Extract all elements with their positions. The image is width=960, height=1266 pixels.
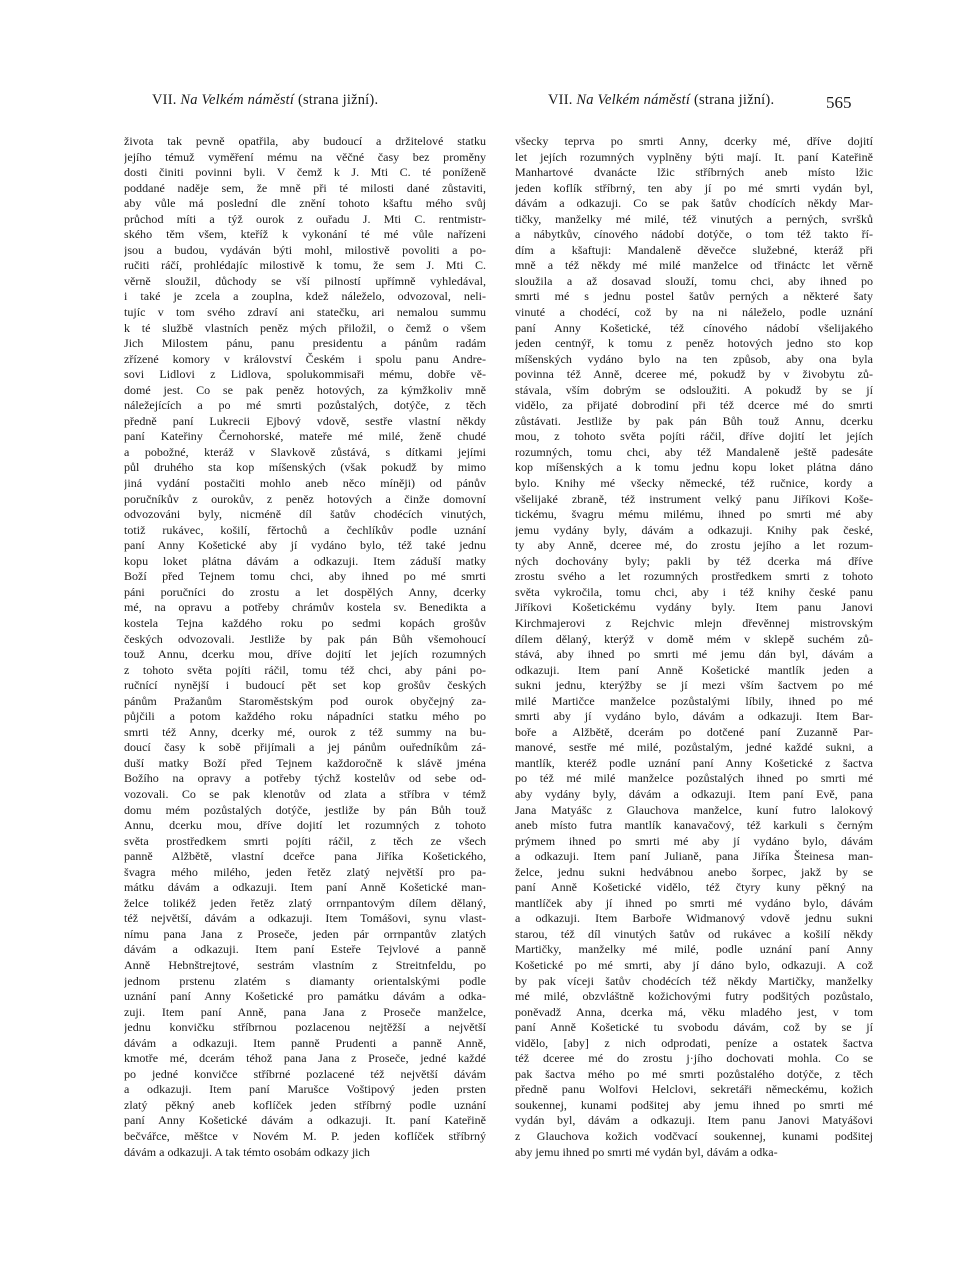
text-line: milé Martičce manželce pozůstalými líbily, ihned po mé	[515, 693, 873, 708]
text-line: vozovali. Co se pak klenotův od zlata a stříbra v témž	[124, 786, 486, 801]
text-line: mátku dávám a odkazuji. Item paní Anně Košetické man-	[124, 880, 486, 895]
text-line: Anně Hebnštrejtové, sestrám vlastním z Streitnfeldu, po	[124, 957, 486, 972]
text-line: ručnící nynější i budoucí pět set kop grošův českých	[124, 678, 486, 693]
text-line: želce, jednu sukni hedvábnou anebo šorpec, jakž by se	[515, 864, 873, 879]
text-line: sloužila a až dosavad slouží, tomu chci, aby ihned po	[515, 273, 873, 288]
text-line: domu mém pozůstalých dotýče, jestliže by pán Bůh touž	[124, 802, 486, 817]
text-line: paní Anně Košetické vidělo, též čtyry kuny pěkný na	[515, 880, 873, 895]
text-line: Manhartové dvanácte lžic stříbrných aneb místo lžic	[515, 165, 873, 180]
text-line: bečvářce, měštce v Novém M. P. jeden koflíček stříbrný	[124, 1129, 486, 1143]
text-line: míšenských vydáno bylo na ten způsob, aby ona byla	[515, 351, 873, 366]
text-column-right	[515, 134, 873, 1160]
text-line: dávám a odkazuji. Co se pak šatův chodících někdy Mar-	[515, 196, 873, 211]
text-line: vidělo, [aby] z nich odprodati, peníze a ostatek šactva	[515, 1035, 873, 1050]
text-line: smrti aby jí vydáno bylo, dávám a odkazuji. Item Bar-	[515, 709, 873, 724]
text-line: též dceree mé do zrostu j·jího dochovati mohla. Co se	[515, 1051, 873, 1066]
text-line: aby jemu ihned po smrti mé vydán byl, dávám a odka-	[515, 1144, 778, 1159]
text-line: nímu pana Jana z Proseče, jeden pár orrnpantův zlatých	[124, 926, 486, 941]
text-line: panně Alžbětě, vlastní dceřce pana Jiříka Košetického,	[124, 849, 486, 864]
header-left-numeral: VII.	[152, 92, 177, 108]
text-line: domé jest. Co se pak peněz hotových, za kýmžkoliv mně	[124, 382, 486, 397]
text-line: vinuté a chodécí, což by na ni náleželo, podle uznání	[515, 305, 873, 320]
text-line: poněvadž Anna, dcerka má, věku mladého jest, v tom	[515, 1004, 873, 1019]
text-line: a nábytkův, cínového nádobí dotýče, o tom též takto ří-	[515, 227, 873, 242]
text-line: želce tolikéž jeden řetěz zlatý orrnpantovým dílem dělaný,	[124, 895, 486, 910]
text-line: kmotře mé, dcerám téhož pana Jana z Proseče, jedné každé	[124, 1051, 486, 1066]
text-line: z tohoto světa pojíti ráčil, tomu též chci, aby páni po-	[124, 662, 486, 677]
text-line: věrně sloužil, důchody se vší pilností upřímně vyhledával,	[124, 273, 486, 288]
text-line: jejího témuž vyměření mému na věčné časy bez proměny	[124, 149, 486, 164]
text-line: Jana Matyášc z Glauchova manželce, kuní futro lalokový	[515, 802, 873, 817]
text-line: a odkazuji. Item Barboře Widmanový vdově jednu sukni	[515, 911, 873, 926]
text-line: stává, aby ihned po smrti mé jemu dán byl, dávám a	[515, 647, 873, 662]
text-line: aby vůle má poslední dle znění tohoto kšaftu mého svůj	[124, 196, 486, 211]
text-line: aby vydány byly, dávám a odkazuji. Item paní Evě, pana	[515, 786, 873, 801]
text-line: ského těm všem, kteříž k vykonání té mé vůle nařízeni	[124, 227, 486, 242]
text-line: pánům Pražanům Staroměstským pod ourok obyčejný za-	[124, 693, 486, 708]
text-line: odvozováni byly, nicméně díl šatův chodécích vinutých,	[124, 507, 486, 522]
running-header-right	[548, 92, 774, 109]
text-line: sukni jednu, kterýžby se jí mezi vším šactvem po mé	[515, 678, 873, 693]
text-column-left	[124, 134, 486, 1160]
text-line: Jiříkovi Košetickému vydány byly. Item panu Janovi	[515, 600, 873, 615]
text-line: života tak pevně opatřila, aby budoucí a držitelové statku	[124, 134, 486, 148]
text-line: tickému, švagru mému milému, ihned po smrti mé aby	[515, 507, 873, 522]
text-line: mou, z tohoto světa pojíti ráčil, dříve dojití let jejích	[515, 429, 873, 444]
text-line: českých odvozovali. Jestliže by pak pán Bůh všemohoucí	[124, 631, 486, 646]
text-line: ných dochovány byly; pakli by též dcerka má dříve	[515, 553, 873, 568]
text-line: stávala, vším dobrým se odsloužiti. A pokudž by se jí	[515, 382, 873, 397]
text-line: mně a též někdy mé milé manželce od třináctc let věrně	[515, 258, 873, 273]
text-line: předně paní Lukrecii Ejbový vdově, sestře vlastní někdy	[124, 413, 486, 428]
text-line: aneb místo futra mantlík kanavačový, též karkuli s černým	[515, 818, 873, 833]
text-line: prýmem ihned po smrti mé aby jí vydáno bylo, dávám	[515, 833, 873, 848]
text-line: by pak víceji šatův chodécích též někdy Martičky, manželky	[515, 973, 873, 988]
text-line: zuji. Item paní Anně, pana Jana z Proseče manželce,	[124, 1004, 486, 1019]
text-line: ty aby Anně, dceree mé, do zrostu jejího a let rozum-	[515, 538, 873, 553]
text-line: pak šactva mého po mé smrti pozůstalého dotýče, z těch	[515, 1066, 873, 1081]
text-line: též největší, dávám a odkazuji. Item Tomášovi, synu vlast-	[124, 911, 486, 926]
text-line: kop míšenských a k tomu jednu kopu loket plátna dáno	[515, 460, 873, 475]
text-line: mé, na opravu a potřeby chrámův kostela sv. Benedikta a	[124, 600, 486, 615]
text-line: po též mé milé manželce pozůstalých ihned po smrti mé	[515, 771, 873, 786]
text-line: soukennej, kunami podšitej aby jemu ihned po smrti mé	[515, 1097, 873, 1112]
text-line: zůstávati. Jestliže by pak pán Bůh touž Annu, dcerku	[515, 413, 873, 428]
text-line: všelijaké zbraně, též instrument velký panu Jiříkovi Koše-	[515, 491, 873, 506]
text-line: vydán byl, dávám a odkazuji. Item panu Janovi Matyášovi	[515, 1113, 873, 1128]
text-line: poručníkův z ourokův, z peněz hotových a činže domovní	[124, 491, 486, 506]
text-line: dím a kšaftuji: Mandaleně děvečce služebné, kteráž při	[515, 242, 873, 257]
text-line: Martičky, manželky mé milé, podle uznání paní Anny	[515, 942, 873, 957]
text-line: jednu konvičku stříbrnou pozlacenou nejtěžší a největší	[124, 1020, 486, 1035]
text-line: rozumných, tomu chci, aby též Mandaleně ještě padesáte	[515, 444, 873, 459]
text-line: průchod míti a týž ourok z ouřadu J. Mti C. rentmistr-	[124, 211, 486, 226]
text-line: boře a Alžbětě, dcerám po dotčené paní Zuzanně Par-	[515, 724, 873, 739]
text-line: mé milé, obzvláštně kožichovými futry podšitých pozůstalo,	[515, 989, 873, 1004]
text-line: Božího na opravy a potřeby týchž kostelův od sebe od-	[124, 771, 486, 786]
text-line: smrti mé s jednu postel šatův perných a některé šaty	[515, 289, 873, 304]
text-line: jeden centnýř, k tomu z peněz hotových jedno sto kop	[515, 336, 873, 351]
text-line: vidělo, za přijaté dobrodiní při též dcerce mé do smrti	[515, 398, 873, 413]
header-left-note: (strana jižní).	[297, 92, 379, 108]
text-line: jemu vydány byly, dávám a odkazuji. Knihy pak české,	[515, 522, 873, 537]
text-line: Annu, dcerku mou, dříve dojití let rozumných z tohoto	[124, 818, 486, 833]
text-line: paní Kateřiny Černohorské, mateře mé milé, ženě chudé	[124, 429, 486, 444]
text-line: po jedné konvičce stříbrné pozlacené též největší dávám	[124, 1066, 486, 1081]
text-line: paní Anny Košetické dávám a odkazuji. It. paní Kateřině	[124, 1113, 486, 1128]
text-line: zřízené komory v království Českém i spolu panu Andre-	[124, 351, 486, 366]
text-line: tujíc v tom svého zdraví ani statečku, ari nemalou summu	[124, 305, 486, 320]
text-line: půjčili a potom každého roku nápadníci statku mého po	[124, 709, 486, 724]
text-line: bylo. Knihy mé všecky německé, též ručnice, kordy a	[515, 476, 873, 491]
text-line: jiná vydání postačiti mohlo aneb něco míněji) od pánův	[124, 476, 486, 491]
text-line: manové, sestře mé milé, pozůstalým, jedné každé sukni, a	[515, 740, 873, 755]
text-line: a odkazuji. Item paní Marušce Voštipový jeden prsten	[124, 1082, 486, 1097]
text-line: mantlíček aby jí ihned po smrti mé vydáno bylo, dávám	[515, 895, 873, 910]
text-line: dosti činiti povinni byli. V čemž k J. Mti C. té poníženě	[124, 165, 486, 180]
text-line: touž Annu, dcerku mou, dříve dojití let jejích rozumných	[124, 647, 486, 662]
text-line: odkazuji. Item paní Anně Košetické mantlík jeden a	[515, 662, 873, 677]
text-line: kopu loket plátna dávám a odkazuji. Item záduší matky	[124, 553, 486, 568]
text-line: tičky, manželky mé milé, též vinutých a perných, svršků	[515, 211, 873, 226]
text-line: dávám a odkazuji. Item paní Esteře Tejvlové a panně	[124, 942, 486, 957]
text-line: páni poručníci do zrostu a let dospělých Anny, dcerky	[124, 584, 486, 599]
text-line: jsou a budou, vydáván býti mohl, milostivě povoliti a po-	[124, 242, 486, 257]
text-line: švagra mého milého, jeden řetěz zlatý největší pro pa-	[124, 864, 486, 879]
text-line: půl druhého sta kop míšenských (však pokudž by mimo	[124, 460, 486, 475]
text-line: Jich Milostem pánu, panu presidentu a pánům radám	[124, 336, 486, 351]
text-line: mantlík, kteréž podle uznání paní Anny Košetické z šactva	[515, 755, 873, 770]
header-right-title: Na Velkém náměstí	[576, 92, 691, 108]
text-line: světa vykročila, tomu chci, aby i též knihy české panu	[515, 584, 873, 599]
text-line: jeden koflík stříbrný, ten aby jí po mé smrti vydán byl,	[515, 180, 873, 195]
text-line: paní Anně Košetické tu svobodu dávám, což by se jí	[515, 1020, 873, 1035]
text-line: k té službě vlastních peněz mých přiložil, o čemž o všem	[124, 320, 486, 335]
text-line: let jejích rozumných vyplněny býti mají. It. paní Kateřině	[515, 149, 873, 164]
text-line: náležejících a po mé smrti pozůstalých, dotýče, z těch	[124, 398, 486, 413]
text-line: předně panu Wolfovi Helclovi, sekretáři německému, kožich	[515, 1082, 873, 1097]
text-line: starou, též díl vinutých šatův od rukávec a košilí někdy	[515, 926, 873, 941]
text-line: světa prostředkem smrti pojíti ráčil, z těch ze všech	[124, 833, 486, 848]
text-line: Boží před Tejnem tomu chci, aby ihned po mé smrti	[124, 569, 486, 584]
text-line: dávám a odkazuji. Item panně Prudenti a panně Anně,	[124, 1035, 486, 1050]
text-line: zrostu svého a let rozumných prostředkem smrti z tohoto	[515, 569, 873, 584]
text-line: totiž rukávec, košilí, fěrtochů a čechlíkův podle uznání	[124, 522, 486, 537]
text-line: a pobožné, kteráž v Slavkově zůstává, s dítkami jejími	[124, 444, 486, 459]
running-header-left	[152, 92, 378, 109]
text-line: uznání paní Anny Košetické pro památku dávám a odka-	[124, 989, 486, 1004]
text-line: paní Anny Košetické aby jí vydáno bylo, též také jednu	[124, 538, 486, 553]
text-line: všecky teprva po smrti Anny, dcerky mé, dříve dojití	[515, 134, 873, 148]
text-line: Košetické po mé smrti, aby jí dáno bylo, odkazuji. A což	[515, 957, 873, 972]
text-line: a odkazuji. Item paní Julianě, pana Jiříka Šteinesa man-	[515, 849, 873, 864]
text-line: sovi Lidlovi z Lidlova, spolukommisaři mému, dobře vě-	[124, 367, 486, 382]
text-line: duší matky Boží před Tejnem každoročně k slávě jména	[124, 755, 486, 770]
text-line: dávám a odkazuji. A tak témto osobám odkazy jich	[124, 1144, 370, 1159]
text-line: smrti též Anny, dcerky mé, ourok z též summy na bu-	[124, 724, 486, 739]
text-line: dílem dělaný, kterýž v domě mém v sklepě suchém zů-	[515, 631, 873, 646]
text-line: ručiti ráčí, prohlédajíc milostivě k tomu, že sem J. Mti C.	[124, 258, 486, 273]
text-line: zlatý pěkný aneb koflíček jeden stříbrný podle uznání	[124, 1097, 486, 1112]
header-right-note: (strana jižní).	[693, 92, 775, 108]
page-number: 565	[826, 93, 852, 112]
text-line: kostela Tejna každého roku po sedmi kopách grošův	[124, 615, 486, 630]
text-line: povinna též Anně, dceree mé, pokudž by v živobytu zů-	[515, 367, 873, 382]
text-line: jednom prstenu zlatém s diamanty orientalskými podle	[124, 973, 486, 988]
text-line: Kirchmajerovi z Rejchvic mlejn dřevěnnej mistrovským	[515, 615, 873, 630]
text-line: doucí časy k sobě přijímali a jej pánům ouředníkům zá-	[124, 740, 486, 755]
text-line: paní Anny Košetické, též cínového nádobí všelijakého	[515, 320, 873, 335]
text-line: i také je zcela a zouplna, kdež náleželo, odvozoval, neli-	[124, 289, 486, 304]
header-left-title: Na Velkém náměstí	[180, 92, 295, 108]
text-line: z Glauchova kožich vodčvací soukennej, kunami podšitej	[515, 1129, 873, 1143]
header-right-numeral: VII.	[548, 92, 573, 108]
text-line: poddané naděje sem, že mně při té milosti dané zůstaviti,	[124, 180, 486, 195]
